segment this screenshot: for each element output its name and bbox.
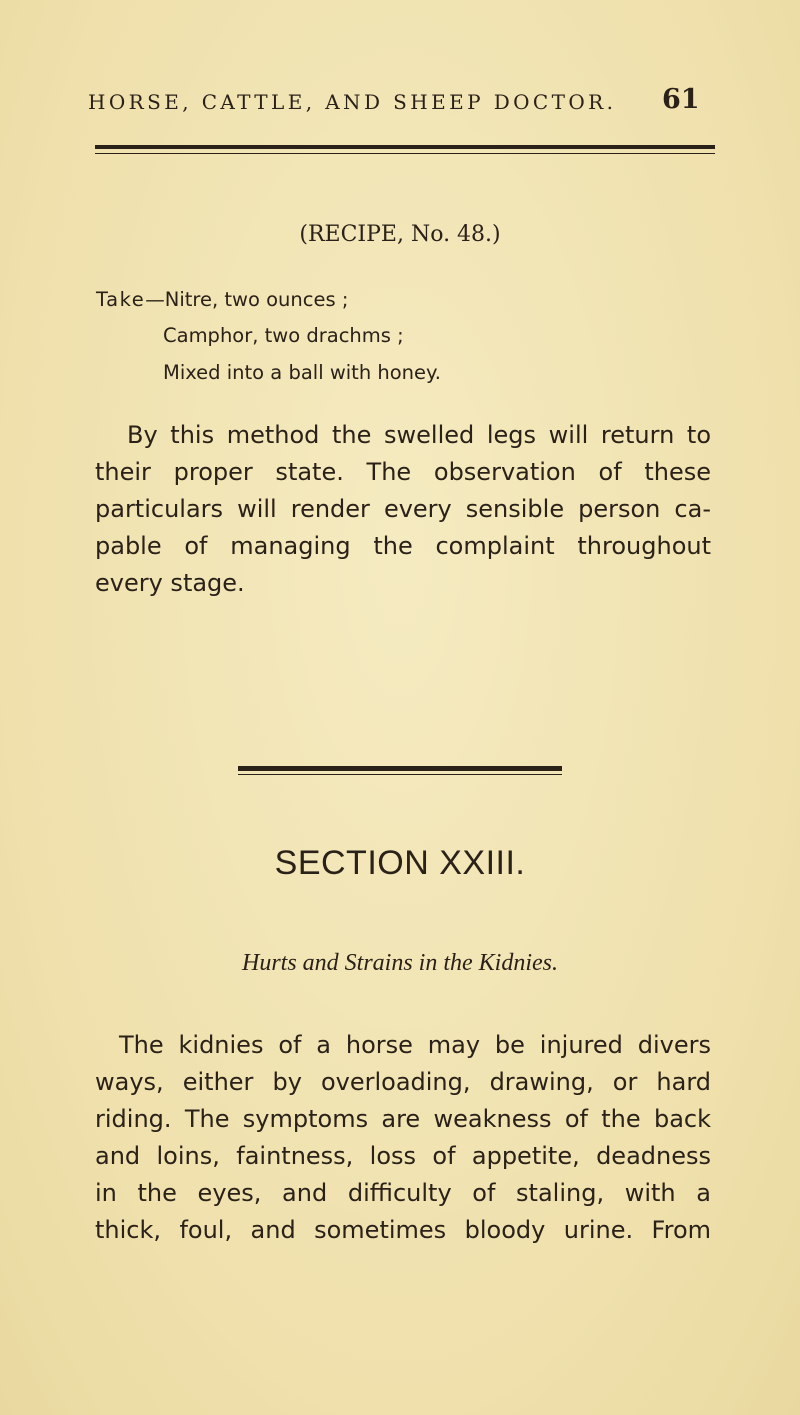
paragraph-line: pable of managing the complaint throughout [95, 532, 711, 560]
recipe-title: (RECIPE, No. 48.) [299, 222, 501, 247]
paragraph-line: and loins, faintness, loss of appetite, deadness [95, 1142, 711, 1170]
page-number: 61 [662, 84, 700, 115]
running-head: HORSE, CATTLE, AND SHEEP DOCTOR. [88, 90, 617, 114]
section-rule [238, 766, 562, 775]
header-rule [95, 145, 715, 154]
paragraph-line: thick, foul, and sometimes bloody urine. From [95, 1216, 711, 1244]
recipe-take-word: Take [96, 288, 146, 311]
paragraph-line: their proper state. The observation of these [95, 458, 711, 486]
paragraph-line: By this method the swelled legs will return to [127, 421, 711, 449]
paragraph-line: riding. The symptoms are weakness of the back [95, 1105, 711, 1133]
paragraph-line: in the eyes, and difficulty of staling, with a [95, 1179, 711, 1207]
paragraph-swelled-legs [95, 417, 711, 602]
paragraph-line: every stage. [95, 569, 245, 597]
recipe-ingredient-nitre: —Nitre, two ounces ; [145, 288, 349, 311]
recipe-ingredient-camphor: Camphor, two drachms ; [163, 324, 404, 347]
section-subtitle: Hurts and Strains in the Kidnies. [241, 950, 559, 976]
recipe-instruction: Mixed into a ball with honey. [163, 361, 441, 384]
paragraph-line: The kidnies of a horse may be injured divers [119, 1031, 711, 1059]
section-title: SECTION XXIII. [274, 844, 526, 882]
paragraph-kidnies [95, 1027, 711, 1249]
paragraph-line: particulars will render every sensible person ca- [95, 495, 711, 523]
paragraph-line: ways, either by overloading, drawing, or hard [95, 1068, 711, 1096]
recipe-line-take [96, 288, 348, 311]
